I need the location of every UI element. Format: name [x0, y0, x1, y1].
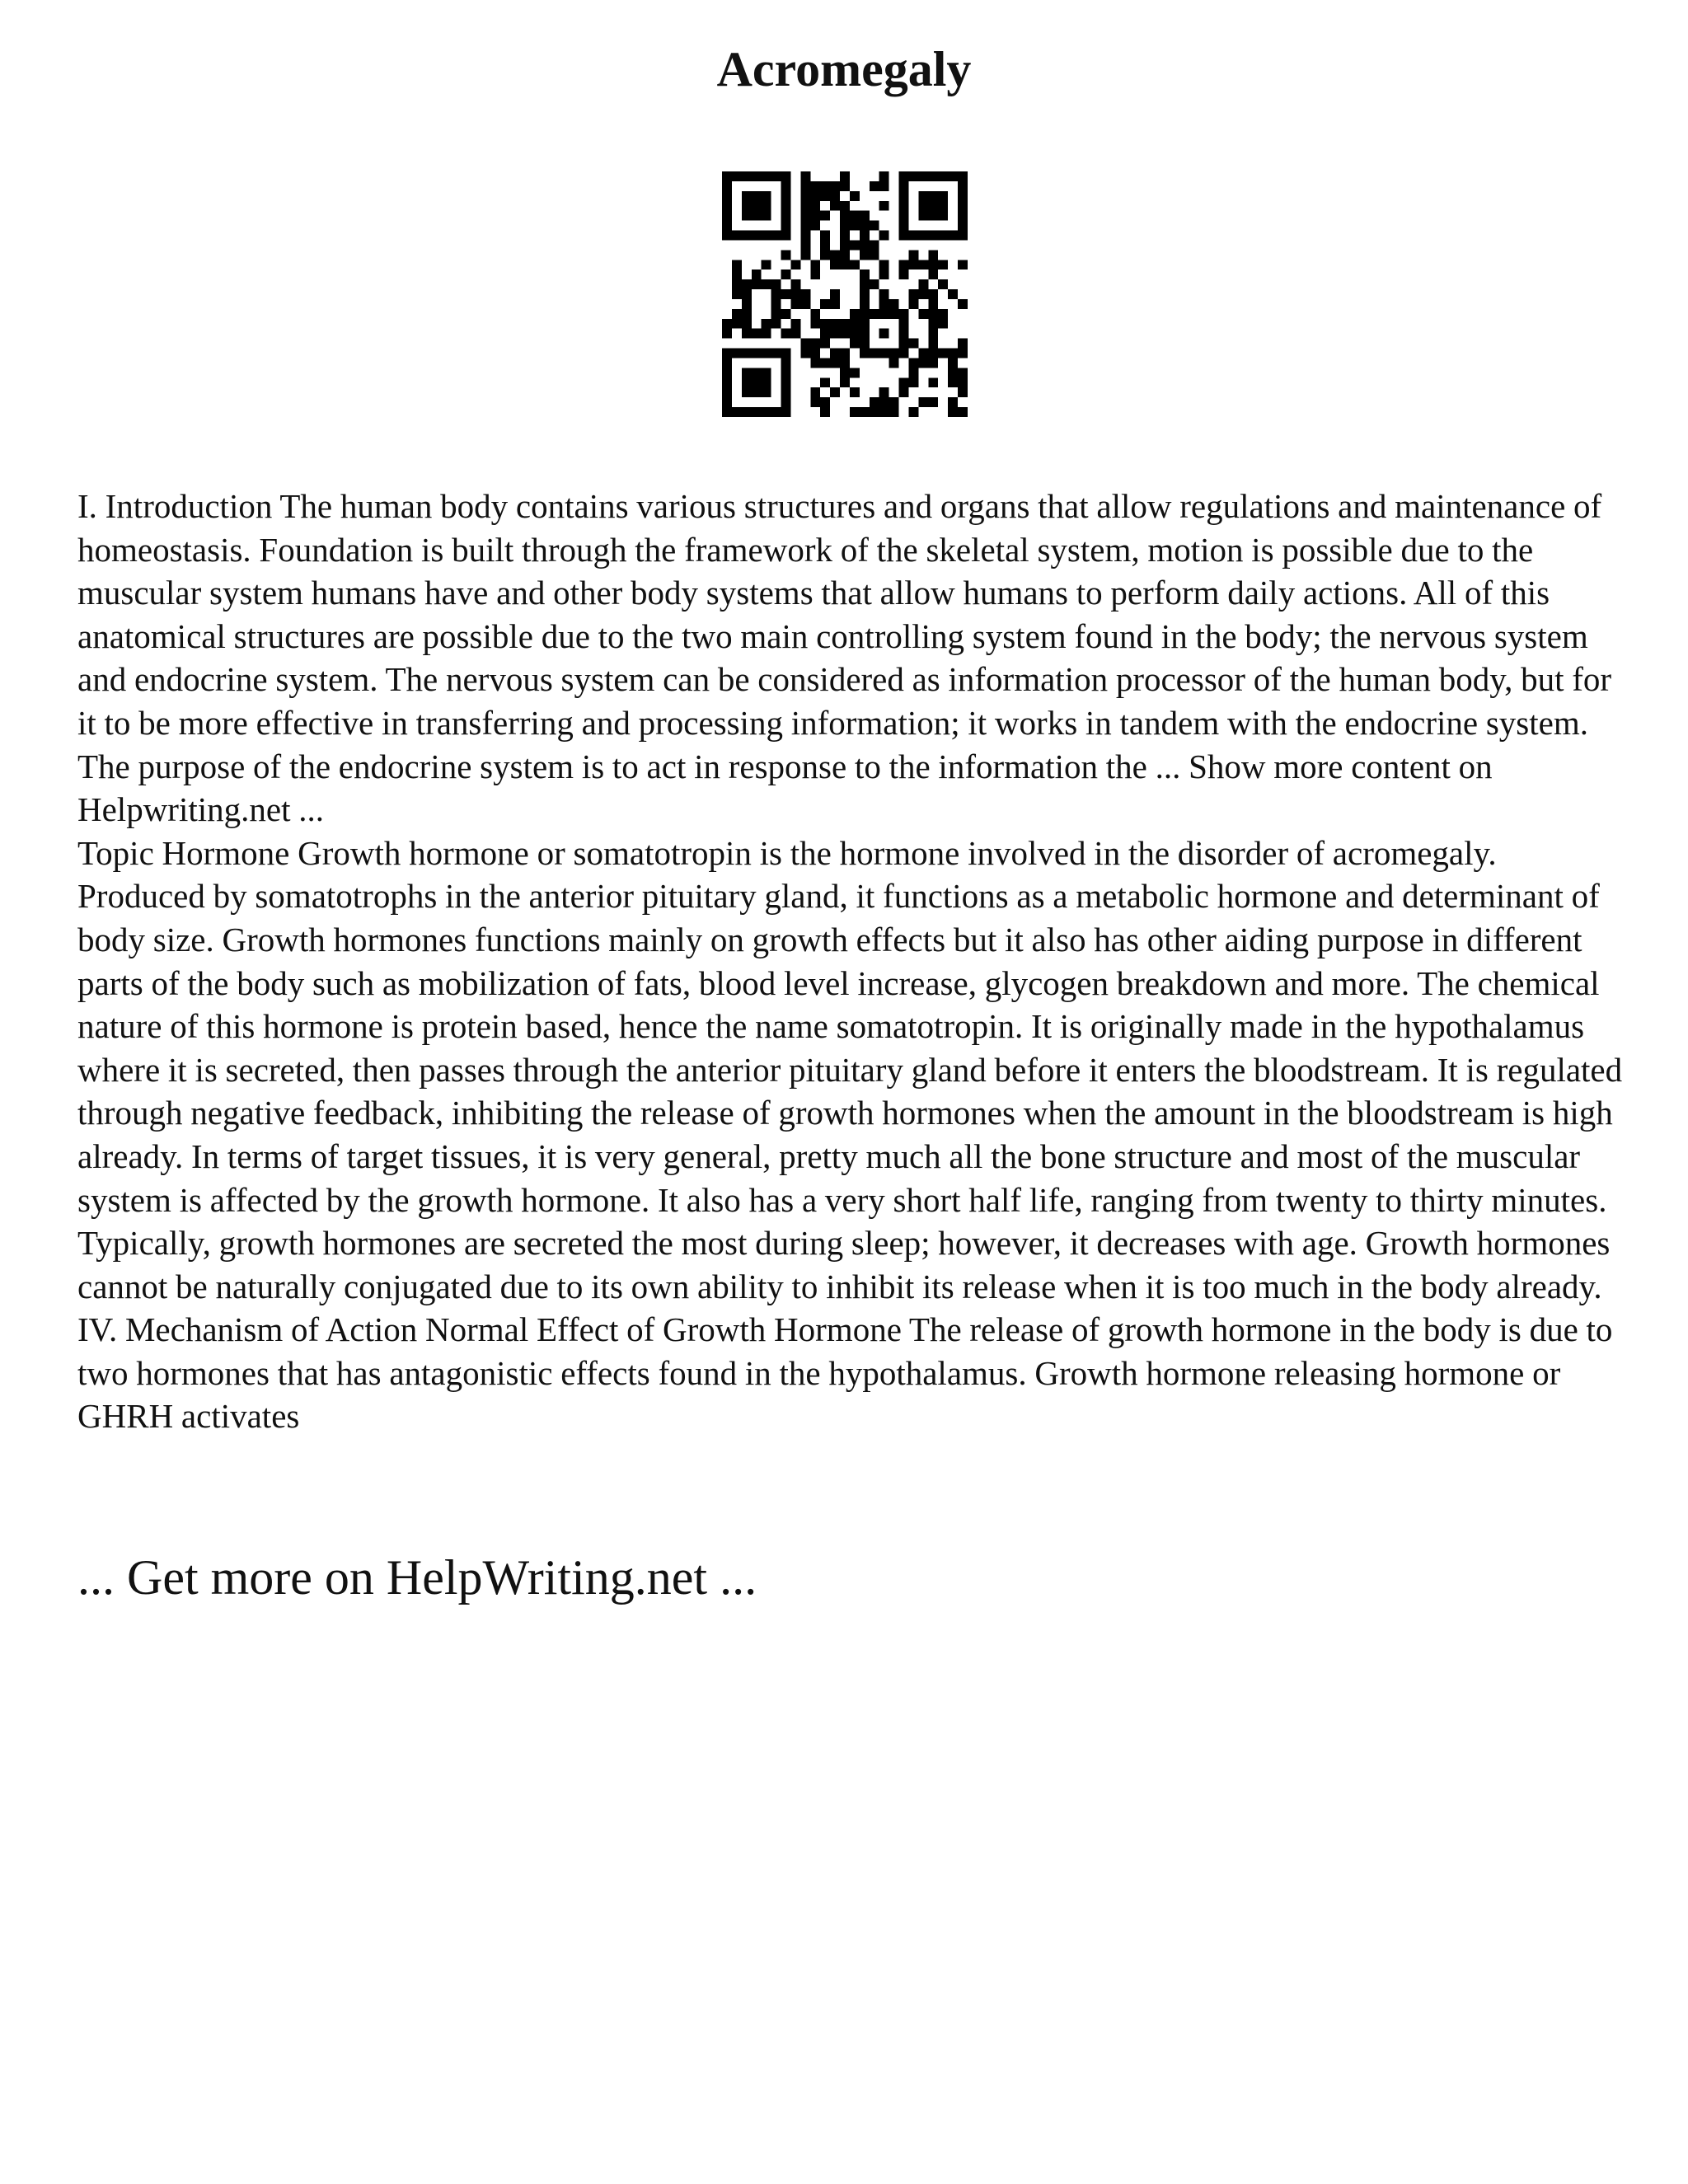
qr-code-icon: [722, 171, 968, 417]
paragraph-introduction: I. Introduction The human body contains various structures and organs that allow regulations and maintenance of homeostasis. Foundation is built through the framework of the skeletal system, motion is possible due to the muscular system humans have and other body systems that allow humans to perform daily actions. All of this anatomical structures are possible due to the two main controlling system found in the body; the nervous system and endocrine system. The nervous system can be considered as information processor of the human body, but for it to be more effective in transferring and processing information; it works in tandem with the endocrine system. The purpose of the endocrine system is to act in response to the information the ... Show more content on Helpwriting.net ...: [77, 487, 1612, 829]
article-body: [77, 485, 1627, 1438]
page-title: Acromegaly: [716, 42, 972, 96]
paragraph-topic-hormone: Topic Hormone Growth hormone or somatotropin is the hormone involved in the disorder of acromegaly. Produced by somatotrophs in the anterior pituitary gland, it functions as a metabolic hormone and determinant of body size. Growth hormones functions mainly on growth effects but it also has other aiding purpose in different parts of the body such as mobilization of fats, blood level increase, glycogen breakdown and more. The chemical nature of this hormone is protein based, hence the name somatotropin. It is originally made in the hypothalamus where it is secreted, then passes through the anterior pituitary gland before it enters the bloodstream. It is regulated through negative feedback, inhibiting the release of growth hormones when the amount in the bloodstream is high already. In terms of target tissues, it is very general, pretty much all the bone structure and most of the muscular system is affected by the growth hormone. It also has a very short half life, ranging from twenty to thirty minutes. Typically, growth hormones are secreted the most during sleep; however, it decreases with age. Growth hormones cannot be naturally conjugated due to its own ability to inhibit its release when it is too much in the body already. IV. Mechanism of Action Normal Effect of Growth Hormone The release of growth hormone in the body is due to two hormones that has antagonistic effects found in the hypothalamus. Growth hormone releasing hormone or GHRH activates: [77, 833, 1623, 1436]
get-more-link[interactable]: ... Get more on HelpWriting.net ...: [77, 1550, 757, 1605]
